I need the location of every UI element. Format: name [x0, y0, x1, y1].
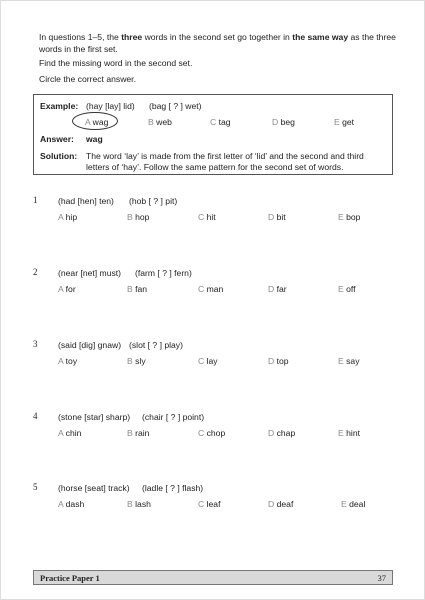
example-option-b[interactable]: B web — [148, 117, 172, 127]
answer-value: wag — [86, 134, 103, 144]
example-option-a[interactable]: A wag — [85, 117, 109, 127]
question-set-2: (ladle [ ? ] flash) — [142, 483, 204, 493]
option-d[interactable]: D top — [268, 356, 289, 366]
option-a[interactable]: A chin — [58, 428, 82, 438]
question-set-1: (had [hen] ten) — [58, 196, 114, 206]
option-e[interactable]: E off — [338, 284, 356, 294]
option-a[interactable]: A toy — [58, 356, 78, 366]
option-c[interactable]: C leaf — [198, 499, 221, 509]
option-a[interactable]: A hip — [58, 212, 78, 222]
page-number: 37 — [377, 573, 386, 583]
option-a[interactable]: A dash — [58, 499, 85, 509]
page-footer — [33, 570, 393, 585]
question-number: 3 — [33, 339, 38, 349]
option-d[interactable]: D bit — [268, 212, 286, 222]
example-set-2: (bag [ ? ] wet) — [149, 101, 202, 111]
question-set-2: (hob [ ? ] pit) — [129, 196, 178, 206]
option-c[interactable]: C lay — [198, 356, 218, 366]
option-e[interactable]: E deal — [341, 499, 366, 509]
option-e[interactable]: E bop — [338, 212, 361, 222]
question-set-1: (horse [seat] track) — [58, 483, 130, 493]
question-set-1: (said [dig] gnaw) — [58, 340, 122, 350]
solution-line-2: letters of ‘hay’. Follow the same pattern for the second set of words. — [86, 162, 344, 172]
example-set-1: (hay [lay] lid) — [86, 101, 135, 111]
question-set-2: (farm [ ? ] fern) — [135, 268, 192, 278]
question-number: 4 — [33, 411, 38, 421]
instructions-find: Find the missing word in the second set. — [39, 58, 193, 68]
option-c[interactable]: C chop — [198, 428, 226, 438]
solution-line-1: The word ‘lay’ is made from the first letter of ‘lid’ and the second and third — [86, 151, 364, 161]
option-b[interactable]: B sly — [127, 356, 146, 366]
option-e[interactable]: E say — [338, 356, 360, 366]
question-number: 5 — [33, 482, 38, 492]
option-e[interactable]: E hint — [338, 428, 360, 438]
solution-label: Solution: — [40, 151, 78, 161]
option-d[interactable]: D deaf — [268, 499, 294, 509]
option-c[interactable]: C man — [198, 284, 224, 294]
footer-title: Practice Paper 1 — [40, 573, 100, 583]
question-set-2: (chair [ ? ] point) — [142, 412, 205, 422]
example-option-d[interactable]: D beg — [272, 117, 295, 127]
option-d[interactable]: D chap — [268, 428, 296, 438]
question-number: 2 — [33, 267, 38, 277]
answer-label: Answer: — [40, 134, 74, 144]
question-number: 1 — [33, 195, 38, 205]
question-set-2: (slot [ ? ] play) — [129, 340, 183, 350]
option-b[interactable]: B rain — [127, 428, 150, 438]
option-c[interactable]: C hit — [198, 212, 216, 222]
option-a[interactable]: A for — [58, 284, 76, 294]
example-option-c[interactable]: C tag — [210, 117, 231, 127]
option-b[interactable]: B fan — [127, 284, 148, 294]
instructions-paragraph: In questions 1–5, the three words in the second set go together in the same way as the three words in the first set. — [39, 32, 396, 54]
example-option-e[interactable]: E get — [334, 117, 355, 127]
question-set-1: (near [net] must) — [58, 268, 122, 278]
instructions-circle: Circle the correct answer. — [39, 74, 136, 84]
option-b[interactable]: B lash — [127, 499, 151, 509]
question-set-1: (stone [star] sharp) — [58, 412, 131, 422]
option-d[interactable]: D far — [268, 284, 287, 294]
example-label: Example: — [40, 101, 79, 111]
option-b[interactable]: B hop — [127, 212, 150, 222]
